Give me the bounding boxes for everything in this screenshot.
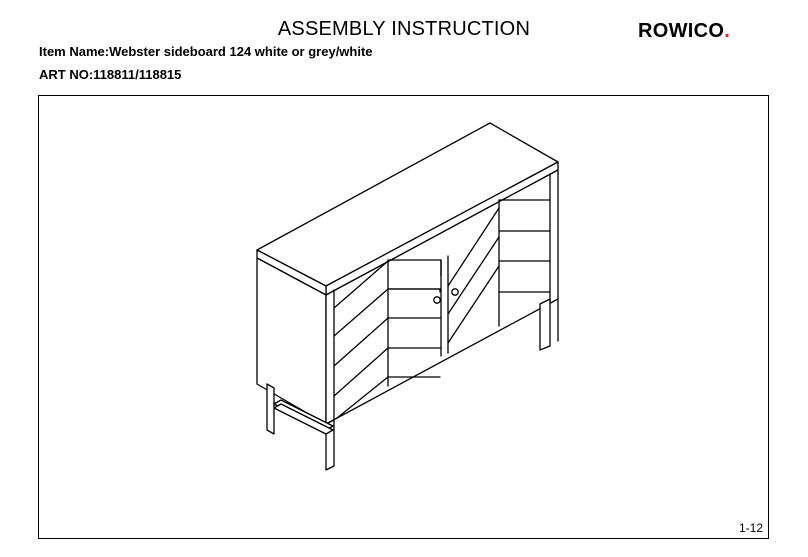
page-title: ASSEMBLY INSTRUCTION	[277, 18, 531, 40]
illustration-frame	[38, 95, 769, 539]
left-door-knob	[434, 297, 440, 303]
item-name: Item Name:Webster sideboard 124 white or grey/white	[39, 44, 373, 59]
sideboard-illustration	[39, 96, 770, 540]
article-number: ART NO:118811/118815	[39, 67, 182, 82]
page-number: 1-12	[738, 521, 763, 535]
brand-dot: .	[724, 20, 731, 42]
brand-logo	[638, 20, 730, 43]
brand-name: ROWICO	[638, 20, 725, 42]
right-door-knob	[452, 289, 458, 295]
